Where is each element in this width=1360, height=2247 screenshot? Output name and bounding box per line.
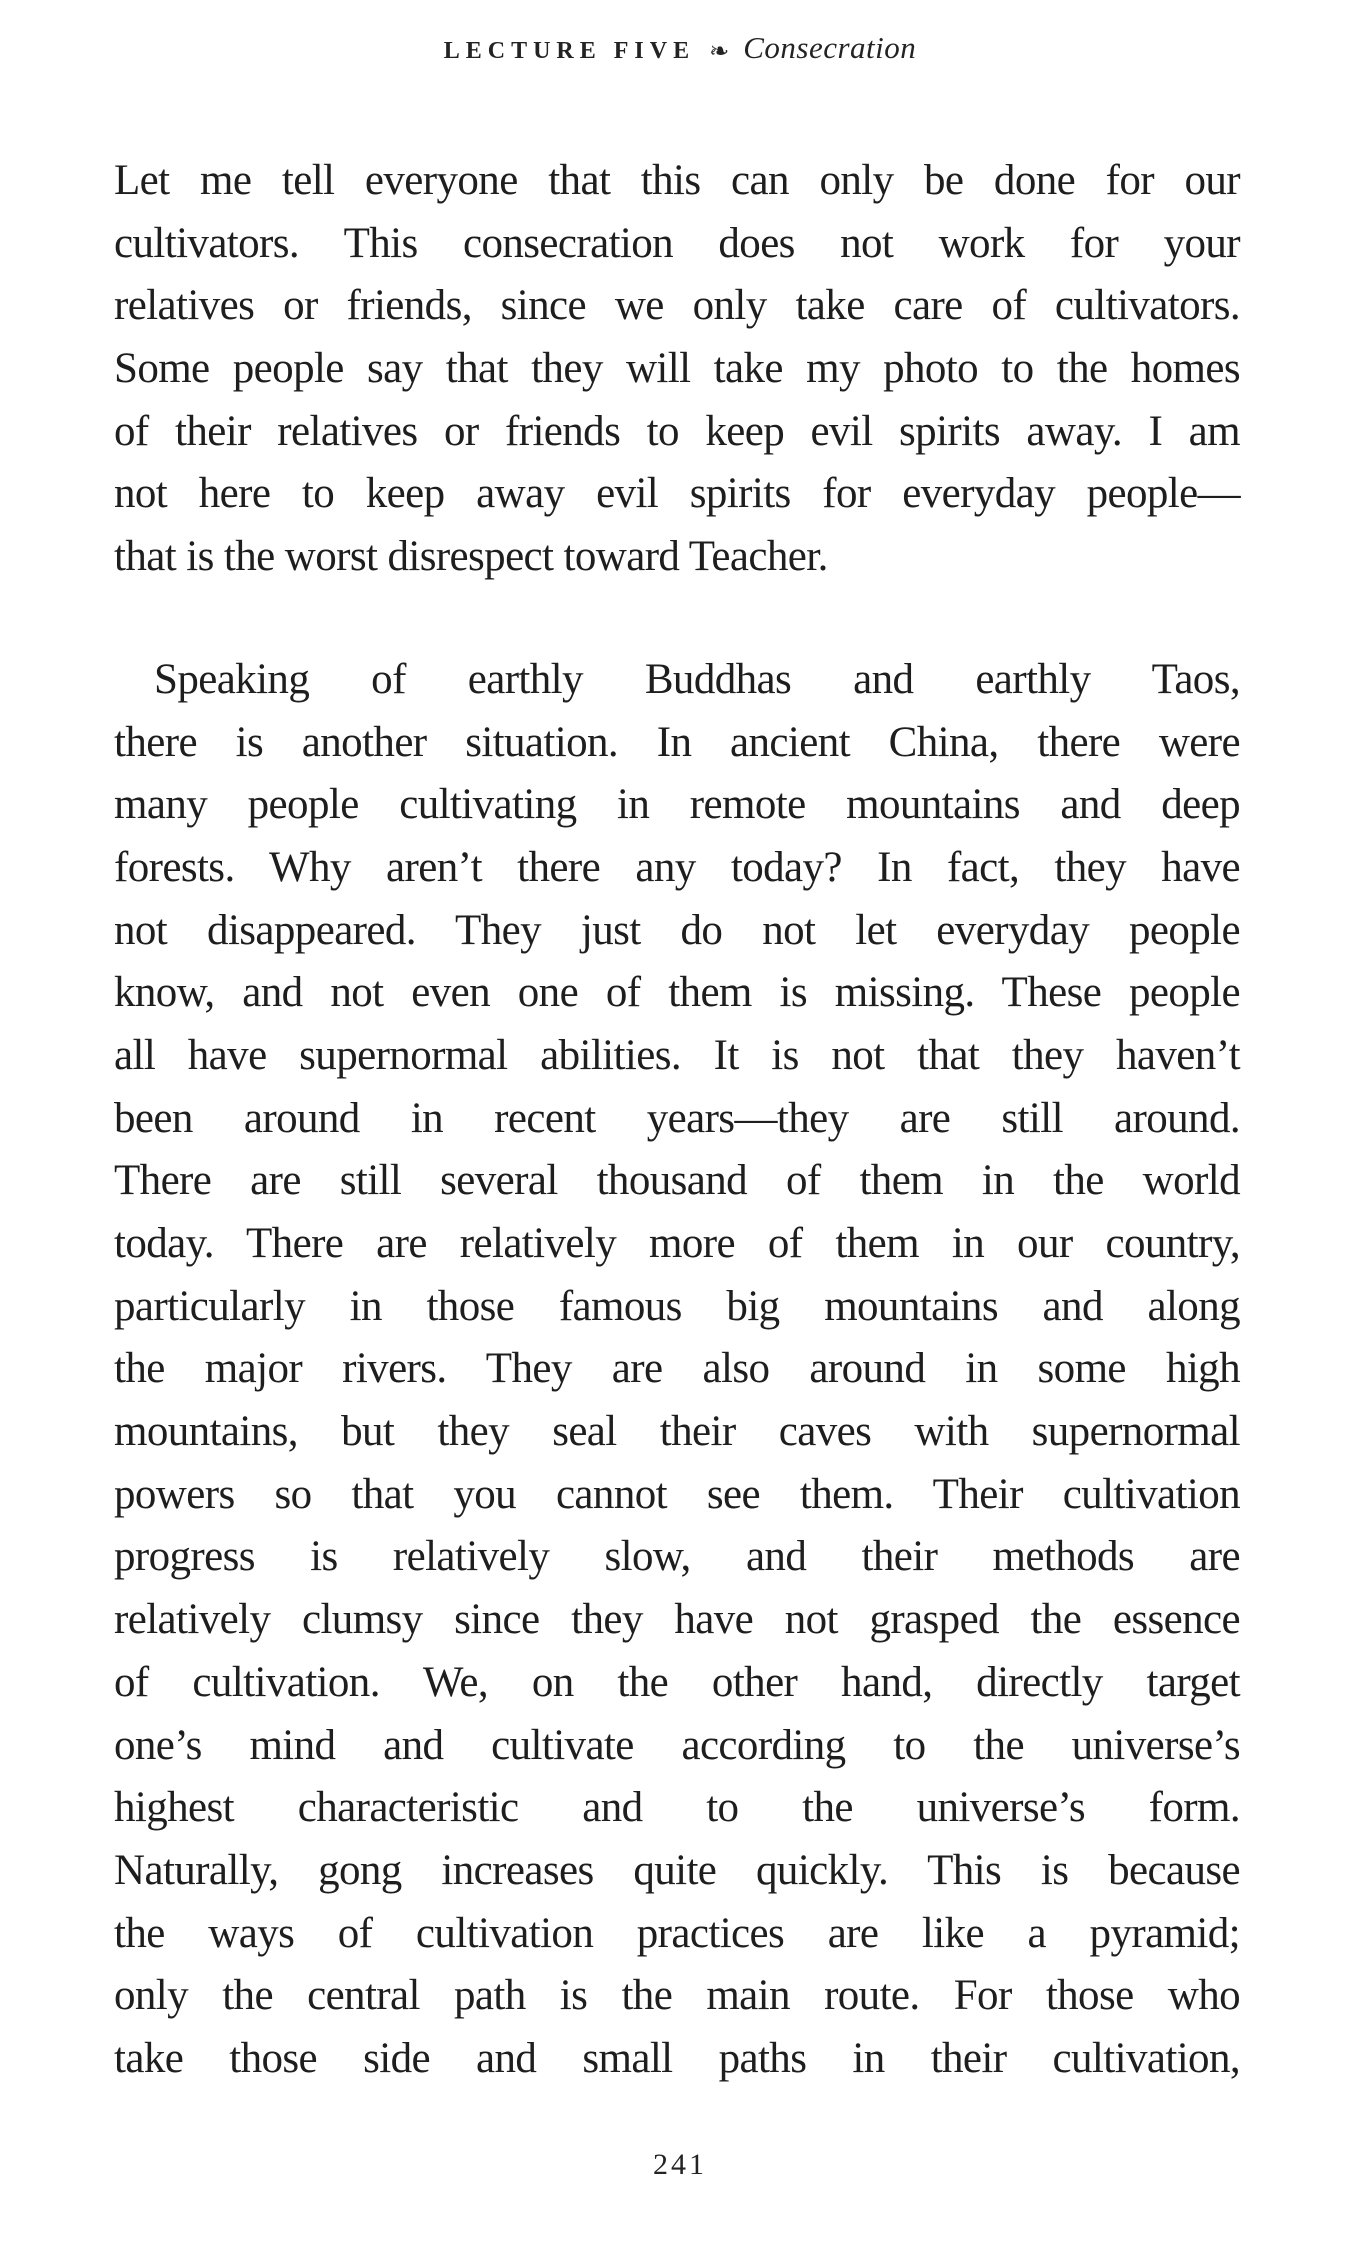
- text-line: Let me tell everyone that this can only be done for our: [114, 157, 1240, 204]
- paragraph: [114, 150, 1240, 589]
- text-line: been around in recent years—they are still around.: [114, 1094, 1240, 1142]
- text-line: take those side and small paths in their cultivation,: [114, 2034, 1240, 2082]
- text-line: today. There are relatively more of them in our country,: [114, 1220, 1240, 1267]
- text-line: of cultivation. We, on the other hand, directly target: [114, 1658, 1240, 1706]
- text-line: not here to keep away evil spirits for everyday people—: [114, 470, 1240, 518]
- text-line: progress is relatively slow, and their methods are: [114, 1533, 1240, 1581]
- text-line: Naturally, gong increases quite quickly. This is because: [114, 1846, 1240, 1894]
- text-line: know, and not even one of them is missing. These people: [114, 969, 1240, 1017]
- text-line: relatively clumsy since they have not grasped the essence: [114, 1596, 1240, 1644]
- text-line: particularly in those famous big mountains and along: [114, 1282, 1240, 1330]
- text-line: cultivators. This consecration does not work for your: [114, 219, 1240, 267]
- page-number: 241: [653, 2148, 707, 2181]
- text-line: forests. Why aren’t there any today? In fact, they have: [114, 843, 1240, 891]
- paragraph: [114, 649, 1240, 2091]
- text-line: many people cultivating in remote mountains and deep: [114, 781, 1240, 829]
- text-line: highest characteristic and to the universe’s form.: [114, 1784, 1240, 1832]
- text-line: only the central path is the main route. For those who: [114, 1972, 1240, 2020]
- text-line: relatives or friends, since we only take care of cultivators.: [114, 282, 1240, 330]
- text-line: mountains, but they seal their caves with supernormal: [114, 1408, 1240, 1456]
- text-line: of their relatives or friends to keep evil spirits away. I am: [114, 407, 1240, 455]
- text-line: there is another situation. In ancient China, there were: [114, 718, 1240, 766]
- fleuron-icon: ❧: [709, 39, 730, 65]
- page-body: [114, 150, 1240, 2091]
- running-header-chapter-title: Consecration: [743, 30, 917, 65]
- text-line: Some people say that they will take my photo to the homes: [114, 345, 1240, 393]
- text-line: Speaking of earthly Buddhas and earthly Taos,: [154, 655, 1240, 703]
- text-line: powers so that you cannot see them. Their cultivation: [114, 1470, 1240, 1518]
- text-line: There are still several thousand of them in the world: [114, 1157, 1240, 1205]
- text-line: the ways of cultivation practices are like a pyramid;: [114, 1909, 1240, 1957]
- text-line: that is the worst disrespect toward Teacher.: [114, 533, 828, 581]
- text-line: all have supernormal abilities. It is not that they haven’t: [114, 1031, 1240, 1079]
- page-footer: [0, 2148, 1360, 2182]
- text-line: one’s mind and cultivate according to the universe’s: [114, 1721, 1240, 1769]
- text-line: the major rivers. They are also around in some high: [114, 1345, 1240, 1393]
- text-line: not disappeared. They just do not let everyday people: [114, 906, 1240, 954]
- running-header-lecture-label: LECTURE FIVE: [443, 38, 696, 64]
- running-header: [0, 30, 1360, 66]
